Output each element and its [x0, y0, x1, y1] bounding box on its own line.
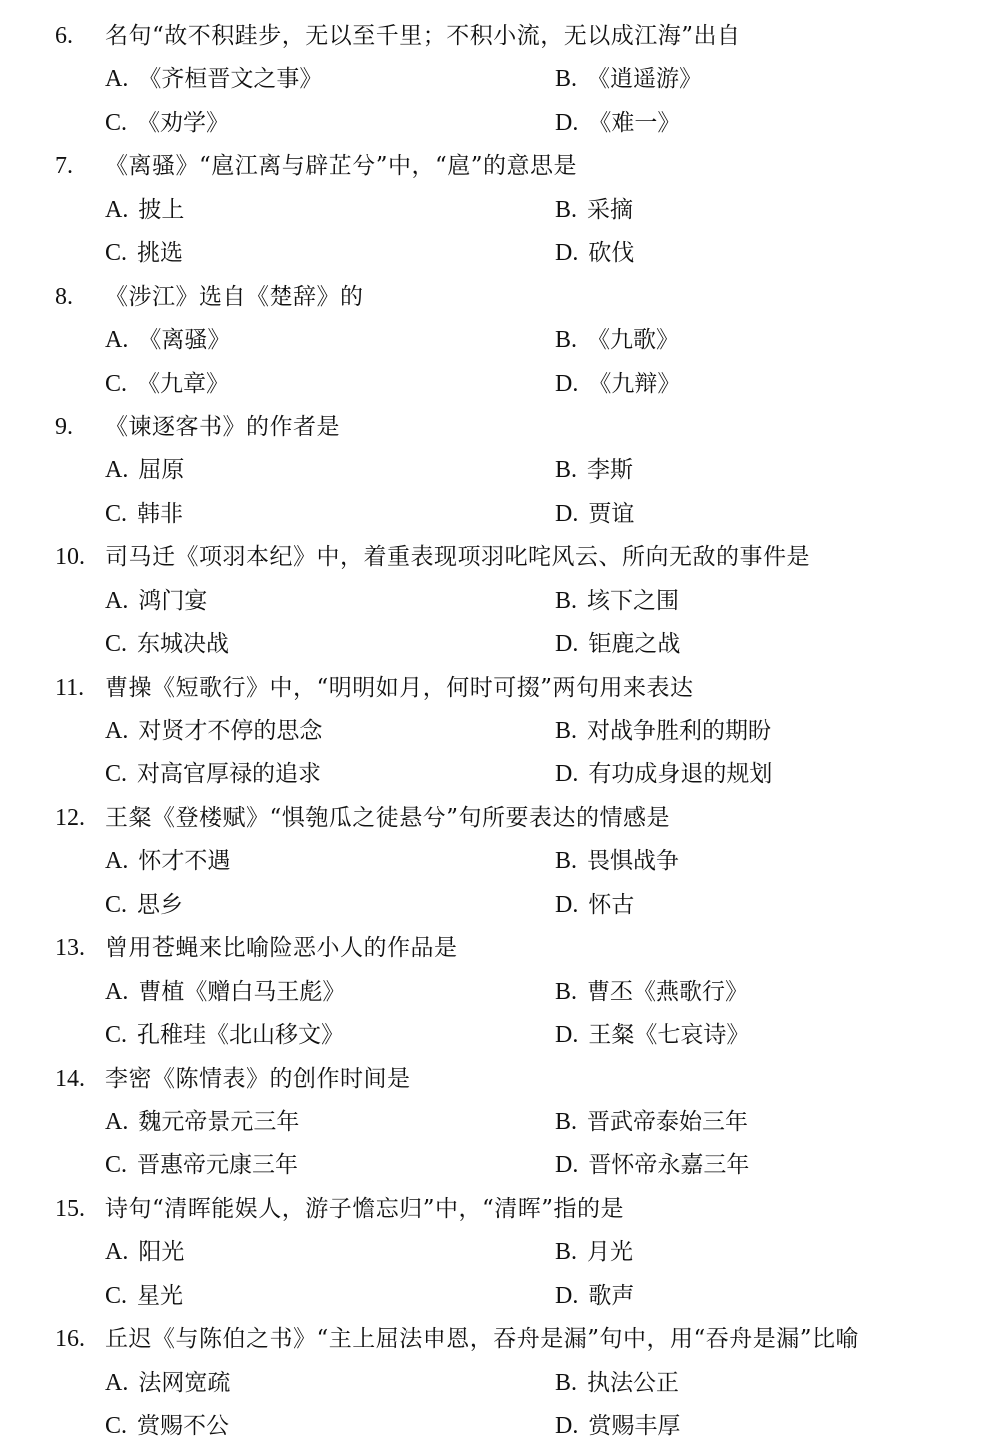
options-row: [0, 1014, 1003, 1057]
option-text: 屈原: [138, 457, 185, 484]
question-number: 16.: [55, 1326, 85, 1353]
options-row: [0, 58, 1003, 101]
option-b: [555, 319, 679, 362]
option-letter: D.: [555, 1152, 579, 1179]
option-text: 韩非: [137, 500, 184, 527]
question-stem: 诗句“清晖能娱人，游子憺忘归”中，“清晖”指的是: [105, 1195, 625, 1222]
question-stem-row: [0, 1188, 1003, 1231]
option-text: 贾谊: [588, 500, 635, 527]
question-stem-row: [0, 1318, 1003, 1361]
option-c: [105, 232, 183, 275]
question-stem: 丘迟《与陈伯之书》“主上屈法申恩，吞舟是漏”句中，用“吞舟是漏”比喻: [105, 1326, 860, 1353]
option-b: [555, 189, 633, 232]
option-text: 星光: [137, 1282, 184, 1309]
option-letter: A.: [105, 457, 129, 484]
option-a: [105, 840, 230, 883]
option-c: [105, 102, 229, 145]
question-number: 14.: [55, 1065, 85, 1092]
option-d: [555, 1144, 749, 1187]
options-row: [0, 363, 1003, 406]
options-row: [0, 710, 1003, 753]
option-letter: B.: [555, 978, 578, 1005]
question-number: 12.: [55, 804, 85, 831]
option-text: 魏元帝景元三年: [138, 1108, 300, 1135]
option-a: [105, 1362, 230, 1405]
option-letter: A.: [105, 66, 129, 93]
option-a: [105, 58, 322, 101]
question-number: 6.: [55, 23, 73, 49]
option-letter: B.: [555, 1369, 578, 1396]
options-row: [0, 232, 1003, 275]
option-text: 《逍遥游》: [587, 66, 703, 93]
option-a: [105, 189, 184, 232]
option-letter: A.: [105, 848, 129, 875]
question-stem-row: [0, 797, 1003, 840]
options-row: [0, 840, 1003, 883]
question-stem-row: [0, 406, 1003, 449]
option-letter: A.: [105, 327, 129, 354]
option-letter: A.: [105, 718, 129, 744]
option-b: [555, 840, 679, 883]
option-d: [555, 1405, 680, 1448]
option-c: [105, 623, 229, 666]
option-c: [105, 1014, 344, 1057]
option-text: 阳光: [138, 1239, 185, 1266]
options-row: [0, 1275, 1003, 1318]
option-text: 鸿门宴: [138, 587, 208, 614]
option-letter: C.: [105, 109, 128, 136]
option-letter: D.: [555, 1022, 579, 1049]
options-row: [0, 753, 1003, 796]
question-stem: 《涉江》选自《楚辞》的: [105, 283, 364, 310]
options-row: [0, 1101, 1003, 1144]
question-stem-row: [0, 536, 1003, 579]
question-number: 15.: [55, 1195, 85, 1222]
option-text: 砍伐: [588, 240, 635, 267]
option-text: 月光: [587, 1239, 634, 1266]
option-c: [105, 1405, 229, 1448]
question-stem-row: [0, 276, 1003, 319]
option-text: 挑选: [137, 240, 184, 267]
option-c: [105, 493, 183, 536]
question-stem: 司马迁《项羽本纪》中，着重表现项羽叱咤风云、所向无敌的事件是: [105, 544, 810, 571]
option-a: [105, 580, 207, 623]
option-letter: A.: [105, 1239, 129, 1266]
question-stem-row: [0, 927, 1003, 970]
option-letter: D.: [555, 109, 579, 136]
option-letter: C.: [105, 370, 128, 397]
option-text: 歌声: [588, 1282, 635, 1309]
question-stem: 曹操《短歌行》中，“明明如月，何时可掇”两句用来表达: [105, 674, 694, 701]
option-letter: B.: [555, 1239, 578, 1266]
option-text: 《离骚》: [138, 327, 231, 354]
option-letter: B.: [555, 587, 578, 614]
question-stem-row: [0, 15, 1003, 58]
option-a: [105, 449, 184, 492]
options-row: [0, 623, 1003, 666]
option-letter: B.: [555, 66, 578, 93]
option-b: [555, 1231, 633, 1274]
option-letter: D.: [555, 761, 579, 788]
option-letter: A.: [105, 196, 129, 223]
option-d: [555, 493, 634, 536]
option-text: 钜鹿之战: [588, 631, 681, 658]
option-text: 披上: [138, 196, 185, 223]
option-letter: C.: [105, 1022, 128, 1049]
option-d: [555, 102, 680, 145]
option-b: [555, 1101, 748, 1144]
options-row: [0, 971, 1003, 1014]
option-letter: A.: [105, 1108, 129, 1135]
option-a: [105, 1231, 184, 1274]
option-letter: D.: [555, 240, 579, 267]
options-row: [0, 1362, 1003, 1405]
option-text: 怀古: [588, 891, 635, 918]
option-d: [555, 363, 680, 406]
question-number: 8.: [55, 283, 73, 310]
question-number: 10.: [55, 544, 85, 571]
option-text: 《九辩》: [588, 370, 681, 397]
option-text: 《九歌》: [587, 327, 680, 354]
question-stem-row: [0, 1058, 1003, 1101]
option-letter: D.: [555, 500, 579, 527]
option-letter: A.: [105, 1369, 129, 1396]
options-row: [0, 493, 1003, 536]
option-text: 赏赐丰厚: [588, 1413, 681, 1439]
option-letter: C.: [105, 891, 128, 918]
question-number: 11.: [55, 674, 85, 701]
options-row: [0, 884, 1003, 927]
option-text: 孔稚珪《北山移文》: [137, 1022, 345, 1049]
option-text: 法网宽疏: [138, 1369, 231, 1396]
question-number: 7.: [55, 153, 73, 180]
option-text: 垓下之围: [587, 587, 680, 614]
exam-page: [0, 15, 1003, 1448]
option-text: 李斯: [587, 457, 634, 484]
option-letter: D.: [555, 370, 579, 397]
option-text: 《劝学》: [137, 109, 230, 136]
question-stem: 名句“故不积跬步，无以至千里；不积小流，无以成江海”出自: [105, 23, 741, 49]
question-stem-row: [0, 667, 1003, 710]
question-number: 13.: [55, 935, 85, 962]
option-text: 《齐桓晋文之事》: [138, 66, 323, 93]
option-letter: A.: [105, 587, 129, 614]
option-letter: B.: [555, 848, 578, 875]
options-row: [0, 189, 1003, 232]
option-b: [555, 971, 748, 1014]
option-text: 晋武帝泰始三年: [587, 1108, 749, 1135]
options-row: [0, 102, 1003, 145]
option-c: [105, 1275, 183, 1318]
options-row: [0, 1405, 1003, 1448]
option-text: 王粲《七哀诗》: [588, 1022, 750, 1049]
option-text: 执法公正: [587, 1369, 680, 1396]
option-text: 晋惠帝元康三年: [137, 1152, 299, 1179]
option-letter: C.: [105, 1152, 128, 1179]
option-letter: B.: [555, 196, 578, 223]
option-c: [105, 753, 321, 796]
question-stem-row: [0, 145, 1003, 188]
options-row: [0, 449, 1003, 492]
option-letter: B.: [555, 327, 578, 354]
option-text: 东城决战: [137, 631, 230, 658]
option-d: [555, 753, 772, 796]
option-text: 曹植《赠白马王彪》: [138, 978, 346, 1005]
option-text: 对战争胜利的期盼: [587, 718, 772, 744]
option-a: [105, 710, 322, 753]
option-letter: C.: [105, 761, 128, 788]
option-text: 采摘: [587, 196, 634, 223]
option-letter: C.: [105, 1282, 128, 1309]
option-letter: D.: [555, 1282, 579, 1309]
option-letter: A.: [105, 978, 129, 1005]
option-text: 对高官厚禄的追求: [137, 761, 322, 788]
option-c: [105, 363, 229, 406]
question-stem: 王粲《登楼赋》“惧匏瓜之徒悬兮”句所要表达的情感是: [105, 804, 671, 831]
question-number: 9.: [55, 413, 73, 440]
option-b: [555, 580, 679, 623]
option-c: [105, 884, 183, 927]
option-d: [555, 232, 634, 275]
options-row: [0, 1231, 1003, 1274]
options-row: [0, 319, 1003, 362]
option-c: [105, 1144, 298, 1187]
option-d: [555, 1275, 634, 1318]
option-a: [105, 319, 230, 362]
option-text: 畏惧战争: [587, 848, 680, 875]
options-row: [0, 580, 1003, 623]
question-stem: 李密《陈情表》的创作时间是: [105, 1065, 411, 1092]
option-letter: B.: [555, 457, 578, 484]
option-text: 《难一》: [588, 109, 681, 136]
option-letter: C.: [105, 631, 128, 658]
option-text: 怀才不遇: [138, 848, 231, 875]
option-d: [555, 884, 634, 927]
option-letter: D.: [555, 891, 579, 918]
option-letter: C.: [105, 240, 128, 267]
options-row: [0, 1144, 1003, 1187]
question-stem: 《离骚》“扈江离与辟芷兮”中，“扈”的意思是: [105, 153, 578, 180]
option-letter: D.: [555, 1413, 579, 1439]
option-letter: C.: [105, 1413, 128, 1439]
option-a: [105, 971, 345, 1014]
option-d: [555, 1014, 749, 1057]
option-text: 晋怀帝永嘉三年: [588, 1152, 750, 1179]
option-b: [555, 710, 771, 753]
option-letter: B.: [555, 718, 578, 744]
option-text: 曹丕《燕歌行》: [587, 978, 749, 1005]
option-letter: B.: [555, 1108, 578, 1135]
option-letter: D.: [555, 631, 579, 658]
option-letter: C.: [105, 500, 128, 527]
option-text: 赏赐不公: [137, 1413, 230, 1439]
option-a: [105, 1101, 299, 1144]
option-b: [555, 449, 633, 492]
question-stem: 《谏逐客书》的作者是: [105, 413, 340, 440]
option-text: 有功成身退的规划: [588, 761, 773, 788]
option-text: 思乡: [137, 891, 184, 918]
question-stem: 曾用苍蝇来比喻险恶小人的作品是: [105, 935, 458, 962]
option-text: 《九章》: [137, 370, 230, 397]
option-text: 对贤才不停的思念: [138, 718, 323, 744]
option-d: [555, 623, 680, 666]
option-b: [555, 1362, 679, 1405]
option-b: [555, 58, 702, 101]
